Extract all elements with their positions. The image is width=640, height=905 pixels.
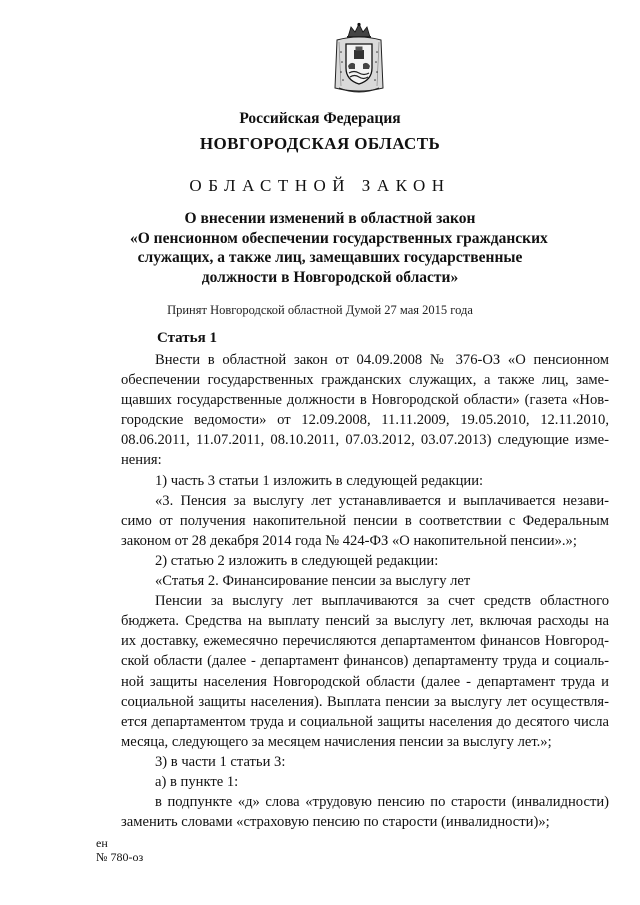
body-line: щавших государственные должности в Новгородской области» (газета «Нов- — [121, 392, 609, 409]
body-line: законом от 28 декабря 2014 года № 424-ФЗ «О накопительной пенсии».»; — [121, 532, 577, 549]
body-line: Пенсии за выслугу лет выплачиваются за счет средств областного — [155, 593, 609, 610]
law-type: ОБЛАСТНОЙ ЗАКОН — [189, 176, 451, 195]
adoption-note: Принят Новгородской областной Думой 27 мая 2015 года — [167, 303, 473, 317]
coat-of-arms-icon — [329, 22, 389, 96]
title-line: «О пенсионном обеспечении государственных гражданских — [130, 229, 548, 247]
body-line: обеспечении государственных гражданских служащих, а также лиц, заме- — [121, 372, 609, 389]
article-body — [121, 350, 609, 832]
body-line: а) в пункте 1: — [155, 773, 239, 790]
title-line: служащих, а также лиц, замещавших государственные — [137, 249, 523, 266]
body-line: 1) часть 3 статьи 1 изложить в следующей редакции: — [155, 472, 484, 489]
body-line: ской области (далее - департамент финансов) департаменту труда и социаль- — [121, 653, 609, 670]
body-line: ется департаментом труда и социальной защиты населения до десятого числа — [121, 713, 609, 730]
body-line: ной защиты населения Новгородской области (далее - департамент труда и — [121, 673, 609, 690]
body-line: 3) в части 1 статьи 3: — [155, 753, 286, 770]
title-line: должности в Новгородской области» — [201, 268, 459, 286]
footer-code: ен — [96, 836, 108, 850]
body-line: 2) статью 2 изложить в следующей редакции: — [155, 552, 439, 569]
body-line: 08.06.2011, 11.07.2011, 08.10.2011, 07.03.2012, 03.07.2013) следующие изме- — [121, 432, 609, 449]
footer-number: № 780-оз — [96, 850, 144, 864]
article-heading: Статья 1 — [157, 330, 217, 346]
body-line: их доставку, ежемесячно перечисляются департаментом финансов Новгород- — [121, 633, 609, 650]
body-line: симо от получения накопительной пенсии в соответствии с Федеральным — [121, 512, 609, 529]
title-line: О внесении изменений в областной закон — [184, 210, 476, 227]
body-line: «Статья 2. Финансирование пенсии за выслугу лет — [155, 573, 471, 590]
body-line: нения: — [121, 452, 162, 469]
body-line: социальной защиты населения). Выплата пенсии за выслугу лет осуществля- — [121, 693, 609, 710]
body-line: в подпункте «д» слова «трудовую пенсию по старости (инвалидности) — [155, 794, 609, 811]
body-line: заменить словами «страховую пенсию по старости (инвалидности)»; — [121, 814, 550, 831]
region-name: НОВГОРОДСКАЯ ОБЛАСТЬ — [199, 134, 441, 153]
body-line: месяца, следующего за месяцем начисления пенсии за выслугу лет.»; — [121, 733, 552, 750]
document-footer — [96, 836, 143, 864]
body-line: «3. Пенсия за выслугу лет устанавливается и выплачивается незави- — [155, 492, 609, 509]
body-line: Внести в областной закон от 04.09.2008 № 376-ОЗ «О пенсионном — [155, 352, 609, 368]
federation-name: Российская Федерация — [239, 110, 401, 127]
law-title — [130, 209, 548, 287]
body-line: бюджета. Средства на выплату пенсий за выслугу лет, включая расходы на — [121, 613, 609, 630]
body-line: городские ведомости» от 12.09.2008, 11.11.2009, 19.05.2010, 12.11.2010, — [121, 412, 609, 429]
